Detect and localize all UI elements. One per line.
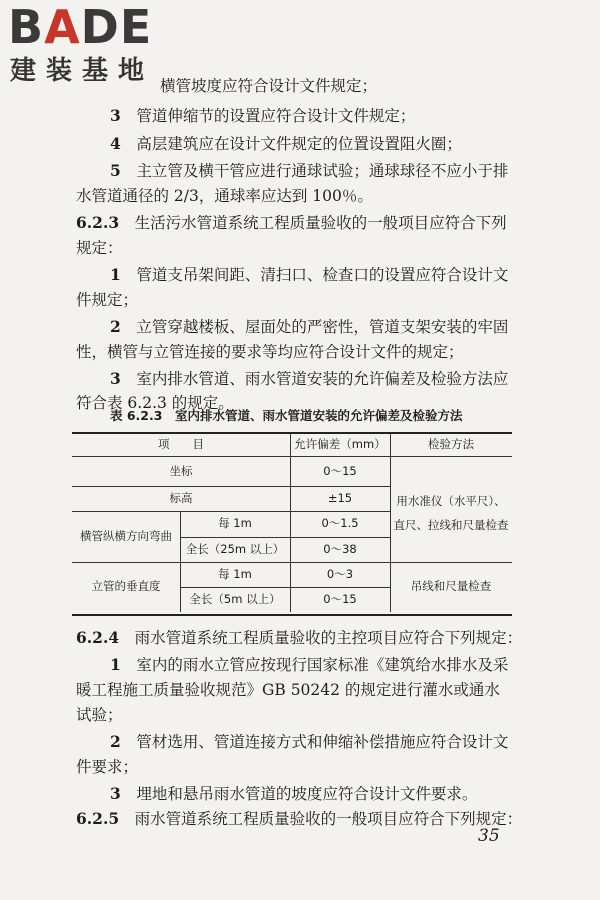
logo-subtitle: 建装基地 xyxy=(10,56,155,86)
logo-wordmark: BADE xyxy=(8,0,153,54)
section-heading: 6.2.5 雨水管道系统工程质量验收的一般项目应符合下列规定： xyxy=(76,809,523,828)
table-cell: 全长（25m 以上） xyxy=(185,542,285,556)
table-cell: 0～38 xyxy=(323,542,357,556)
list-item: 2 管材选用、管道连接方式和伸缩补偿措施应符合设计文 xyxy=(110,732,509,751)
text-line: 符合表 6.2.3 的规定。 xyxy=(76,394,234,412)
text-line: 件要求； xyxy=(76,758,139,776)
method-cell: 吊线和尺量检查 xyxy=(410,579,492,593)
list-item: 4 高层建筑应在设计文件规定的位置设置阻火圈； xyxy=(110,134,462,153)
text-line: 规定： xyxy=(76,239,123,257)
table-caption: 表 6.2.3 室内排水管道、雨水管道安装的允许偏差及检验方法 xyxy=(110,408,463,423)
table-cell: 全长（5m 以上） xyxy=(189,592,281,606)
deviation-table xyxy=(72,432,512,616)
list-item: 3 管道伸缩节的设置应符合设计文件规定； xyxy=(110,106,416,125)
page-number: 35 xyxy=(478,826,500,846)
table-cell: 标高 xyxy=(169,491,193,505)
header-deviation: 允许偏差（mm） xyxy=(294,437,386,451)
list-item: 5 主立管及横干管应进行通球试验；通球球径不应小于排 xyxy=(110,161,509,180)
section-heading: 6.2.3 生活污水管道系统工程质量验收的一般项目应符合下列 xyxy=(76,213,507,232)
bade-logo xyxy=(8,0,178,96)
table-cell: ±15 xyxy=(327,491,353,505)
table-cell: 0～1.5 xyxy=(321,516,359,530)
list-item: 3 室内排水管道、雨水管道安装的允许偏差及检验方法应 xyxy=(110,369,509,388)
table-cell: 横管纵横方向弯曲 xyxy=(80,529,172,543)
text-line: 暖工程施工质量验收规范》GB 50242 的规定进行灌水或通水 xyxy=(76,681,500,699)
method-cell: 直尺、拉线和尺量检查 xyxy=(393,518,509,532)
table-cell: 0～15 xyxy=(323,464,357,478)
text-line: 横管坡度应符合设计文件规定； xyxy=(160,77,378,95)
list-item: 2 立管穿越楼板、屋面处的严密性，管道支架安装的牢固 xyxy=(110,317,509,336)
list-item: 1 室内的雨水立管应按现行国家标准《建筑给水排水及采 xyxy=(110,655,509,674)
section-heading: 6.2.4 雨水管道系统工程质量验收的主控项目应符合下列规定： xyxy=(76,628,523,647)
text-line: 件规定； xyxy=(76,291,139,309)
list-item: 3 埋地和悬吊雨水管道的坡度应符合设计文件要求。 xyxy=(110,784,478,803)
table-cell: 0～3 xyxy=(326,567,354,581)
list-item: 1 管道支吊架间距、清扫口、检查口的设置应符合设计文 xyxy=(110,265,509,284)
header-item: 项 目 xyxy=(158,437,204,451)
header-method: 检验方法 xyxy=(428,437,474,451)
table-cell: 0～15 xyxy=(323,592,357,606)
table-cell: 坐标 xyxy=(169,464,193,478)
table-cell: 每 1m xyxy=(218,567,252,581)
text-line: 性，横管与立管连接的要求等均应符合设计文件的规定； xyxy=(76,343,464,361)
text-line: 试验； xyxy=(76,706,123,724)
method-cell: 用水准仪（水平尺）、 xyxy=(396,494,506,508)
text-line: 水管道通径的 2/3，通球率应达到 100％。 xyxy=(76,187,373,205)
table-cell: 立管的垂直度 xyxy=(91,579,161,593)
table-cell: 每 1m xyxy=(218,516,252,530)
